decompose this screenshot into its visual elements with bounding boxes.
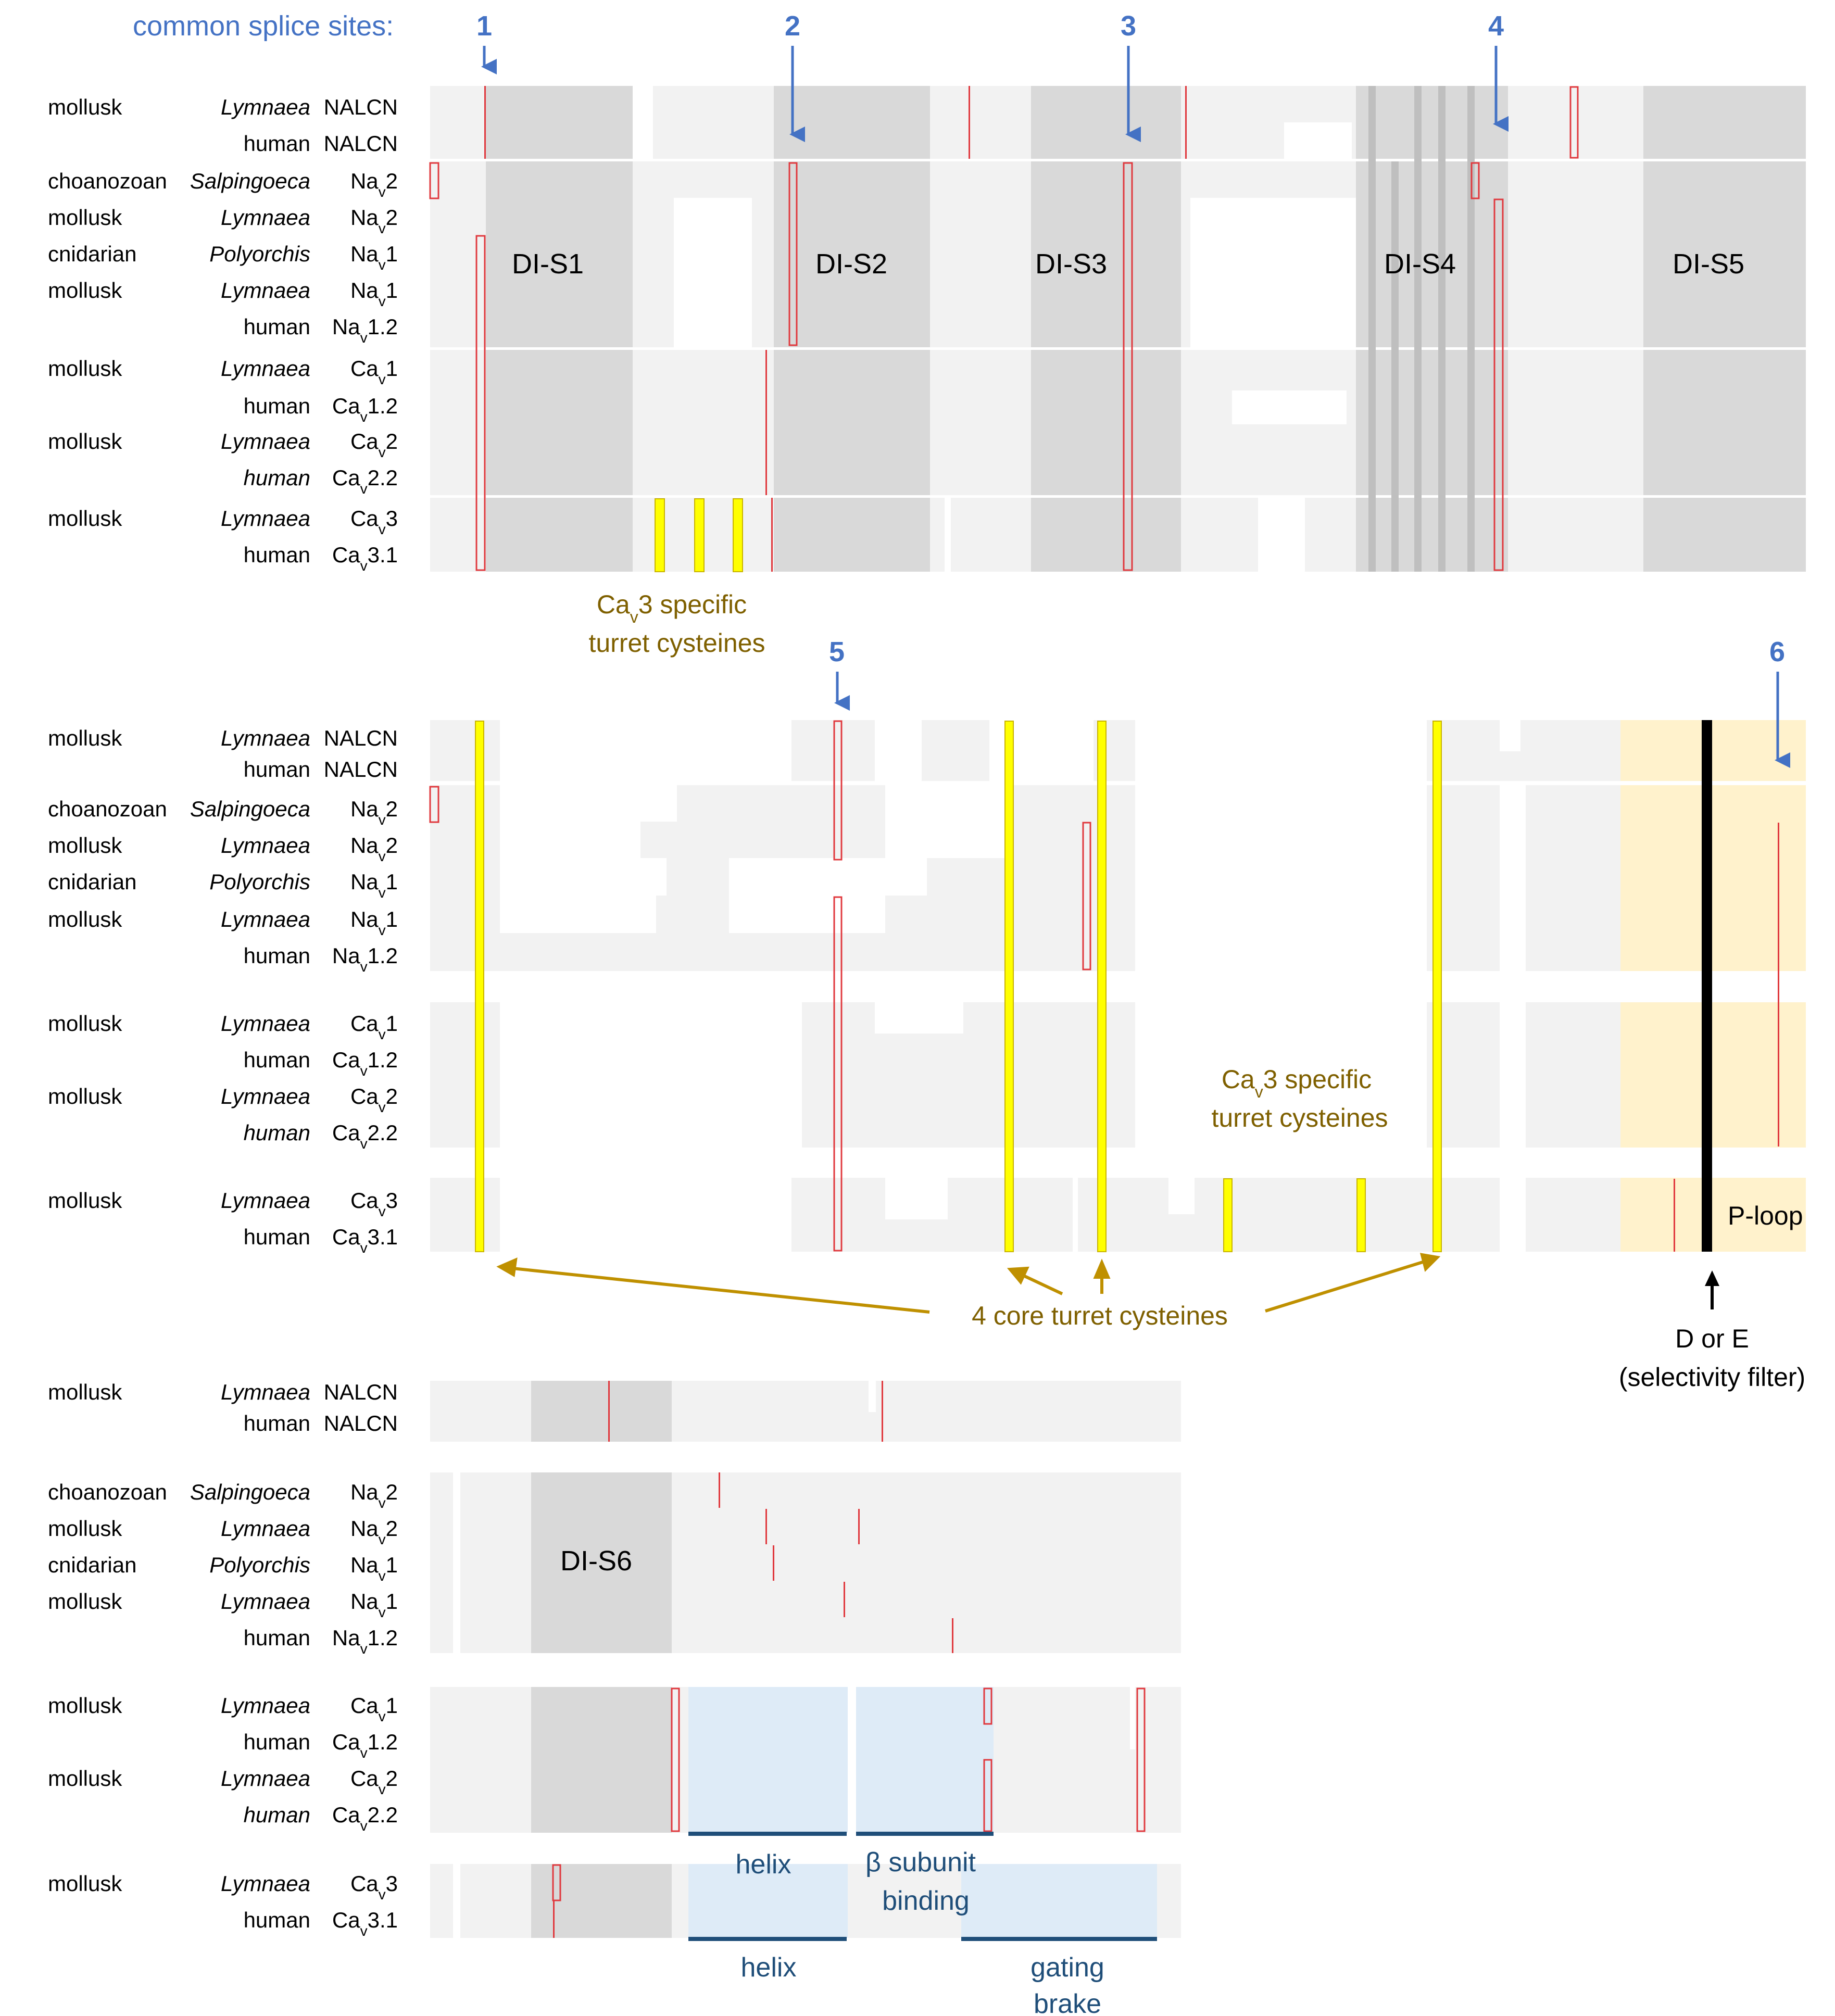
splice-site-number: 6 <box>1769 636 1786 667</box>
channel-name: $Na_v2$ <box>350 205 398 236</box>
species-name: Polyorchis <box>209 1553 310 1577</box>
segment-label: DI-S2 <box>815 248 888 280</box>
species-name: human <box>243 1048 310 1072</box>
alignment-row-label <box>244 131 398 156</box>
organism-group: mollusk <box>48 1589 122 1614</box>
segment-label: DI-S4 <box>1384 248 1456 280</box>
channel-name: $Ca_v3$ <box>350 1871 398 1902</box>
organism-group: choanozoan <box>48 1480 167 1504</box>
channel-name: $Na_v1.2$ <box>332 1626 398 1657</box>
alignment-row-label <box>48 1766 398 1797</box>
alignment-row-label <box>48 95 398 119</box>
species-name: Lymnaea <box>220 1188 310 1213</box>
beta-binding-label-line2: binding <box>882 1886 970 1916</box>
panel-3 <box>430 1381 1181 2016</box>
species-name: human <box>243 1626 310 1650</box>
species-name: human <box>243 1411 310 1435</box>
species-name: Lymnaea <box>220 1766 310 1791</box>
alignment-row-label <box>48 797 398 828</box>
alignment-row-label <box>48 1516 398 1547</box>
channel-name: $Ca_v2.2$ <box>332 1120 398 1152</box>
alignment-row-label <box>244 943 398 975</box>
organism-group: mollusk <box>48 95 122 119</box>
segment-label: DI-S5 <box>1673 248 1745 280</box>
species-name: Lymnaea <box>220 1380 310 1404</box>
channel-name: $Ca_v3$ <box>350 1188 398 1219</box>
selectivity-filter-pointer <box>1619 1270 1805 1392</box>
segment-label: DI-S3 <box>1035 248 1108 280</box>
alignment-row-label <box>48 506 398 537</box>
organism-group: mollusk <box>48 1871 122 1896</box>
alignment-row-label <box>48 1553 398 1584</box>
alignment-row-label <box>48 205 398 236</box>
organism-group: choanozoan <box>48 169 167 193</box>
species-name: Polyorchis <box>209 242 310 266</box>
channel-name: $Na_v1$ <box>350 907 398 938</box>
species-name: human <box>243 757 310 782</box>
alignment-row-label <box>244 1803 398 1834</box>
channel-name: $Ca_v1$ <box>350 1693 398 1724</box>
species-name: Lymnaea <box>220 1011 310 1036</box>
channel-name: $Na_v2$ <box>350 797 398 828</box>
organism-group: mollusk <box>48 726 122 750</box>
channel-name: $Na_v1$ <box>350 242 398 273</box>
species-name: human <box>243 1225 310 1249</box>
splice-site-number: 3 <box>1121 10 1137 42</box>
species-name: human <box>243 943 310 968</box>
organism-group: mollusk <box>48 1693 122 1718</box>
organism-group: mollusk <box>48 429 122 453</box>
organism-group: mollusk <box>48 1011 122 1036</box>
figure-header: common splice sites: <box>133 10 394 42</box>
channel-name: $Ca_v2$ <box>350 1766 398 1797</box>
channel-name: NALCN <box>323 726 398 750</box>
channel-name: $Ca_v2$ <box>350 429 398 460</box>
species-name: human <box>243 314 310 339</box>
species-name: Lymnaea <box>220 95 310 119</box>
species-name: Lymnaea <box>220 356 310 381</box>
alignment-row-label <box>48 356 398 387</box>
organism-group: mollusk <box>48 1516 122 1541</box>
panel-3-splice-marks <box>553 1381 1145 1938</box>
core-cysteines-label: 4 core turret cysteines <box>972 1301 1228 1330</box>
alignment-row-label <box>48 169 398 200</box>
splice-site-number: 2 <box>785 10 801 42</box>
alignment-row-label <box>244 543 398 574</box>
helix-label-cav3: helix <box>740 1952 797 1983</box>
alignment-row-label <box>48 1188 398 1219</box>
alignment-row-label <box>244 1908 398 1939</box>
species-name: Salpingoeca <box>190 797 310 821</box>
alignment-row-label <box>48 429 398 460</box>
channel-name: $Ca_v2.2$ <box>332 465 398 497</box>
species-name: Lymnaea <box>220 907 310 931</box>
panel-2 <box>430 636 1806 1392</box>
species-name: human <box>243 394 310 418</box>
channel-name: $Na_v2$ <box>350 1516 398 1547</box>
alignment-row-label <box>48 1871 398 1902</box>
channel-name: $Ca_v1.2$ <box>332 394 398 425</box>
species-name: Lymnaea <box>220 1516 310 1541</box>
species-name: Lymnaea <box>220 278 310 303</box>
channel-name: $Ca_v3$ <box>350 506 398 537</box>
alignment-row-label <box>48 1084 398 1115</box>
splice-site-number: 4 <box>1488 10 1504 42</box>
channel-name: $Na_v2$ <box>350 1480 398 1511</box>
channel-name: NALCN <box>323 95 398 119</box>
channel-name: NALCN <box>323 1411 398 1435</box>
channel-name: NALCN <box>323 131 398 156</box>
cav3-note-line2: turret cysteines <box>588 628 765 658</box>
channel-name: $Na_v2$ <box>350 833 398 864</box>
alignment-row-label <box>48 1011 398 1042</box>
alignment-row-label <box>48 242 398 273</box>
channel-name: NALCN <box>323 1380 398 1404</box>
organism-group: choanozoan <box>48 797 167 821</box>
panel-1-note <box>588 590 765 658</box>
organism-group: cnidarian <box>48 870 137 894</box>
species-name: Salpingoeca <box>190 169 310 193</box>
channel-name: $Na_v1$ <box>350 1589 398 1620</box>
helix-label-cav1-2: helix <box>735 1849 791 1880</box>
alignment-row-label <box>244 1411 398 1435</box>
alignment-row-label <box>244 1120 398 1152</box>
segment-label: DI-S6 <box>560 1545 633 1577</box>
alignment-row-label <box>48 278 398 309</box>
species-name: Lymnaea <box>220 506 310 531</box>
alignment-row-label <box>244 757 398 782</box>
organism-group: cnidarian <box>48 1553 137 1577</box>
alignment-row-label <box>48 726 398 750</box>
panel-2-bars <box>430 720 1806 1252</box>
channel-name: $Na_v1$ <box>350 870 398 901</box>
channel-name: $Na_v1.2$ <box>332 314 398 346</box>
channel-name: $Ca_v3.1$ <box>332 1908 398 1939</box>
species-name: human <box>243 1730 310 1754</box>
organism-group: mollusk <box>48 907 122 931</box>
species-name: Lymnaea <box>220 833 310 858</box>
channel-name: $Ca_v2$ <box>350 1084 398 1115</box>
organism-group: mollusk <box>48 833 122 858</box>
alignment-row-label <box>48 1380 398 1404</box>
organism-group: mollusk <box>48 1380 122 1404</box>
alignment-row-label <box>244 394 398 425</box>
channel-name: $Ca_v1$ <box>350 1011 398 1042</box>
species-name: Lymnaea <box>220 1084 310 1108</box>
species-name: Lymnaea <box>220 726 310 750</box>
species-name: Lymnaea <box>220 429 310 453</box>
alignment-row-label <box>244 1048 398 1079</box>
species-name: Lymnaea <box>220 205 310 230</box>
alignment-row-label <box>48 1693 398 1724</box>
channel-name: $Ca_v1.2$ <box>332 1730 398 1761</box>
channel-name: $Na_v2$ <box>350 169 398 200</box>
splice-site-number: 1 <box>476 10 493 42</box>
organism-group: mollusk <box>48 506 122 531</box>
filter-label-line1: D or E <box>1675 1324 1749 1353</box>
species-name: human <box>243 465 310 490</box>
cav3-note-line2: turret cysteines <box>1211 1103 1388 1132</box>
alignment-row-label <box>244 1730 398 1761</box>
p-loop-label: P-loop <box>1728 1201 1803 1230</box>
channel-name: $Na_v1$ <box>350 1553 398 1584</box>
organism-group: mollusk <box>48 1084 122 1108</box>
core-cysteine-arrows <box>500 1255 1437 1312</box>
species-name: human <box>243 1908 310 1932</box>
channel-name: $Ca_v1.2$ <box>332 1048 398 1079</box>
segment-label: DI-S1 <box>512 248 584 280</box>
channel-name: $Na_v1$ <box>350 278 398 309</box>
gating-brake-label-line1: gating <box>1030 1952 1104 1983</box>
beta-binding-label-line1: β subunit <box>865 1847 976 1878</box>
species-name: Salpingoeca <box>190 1480 310 1504</box>
alignment-row-label <box>48 1589 398 1620</box>
alignment-row-label <box>48 870 398 901</box>
filter-label-line2: (selectivity filter) <box>1618 1363 1806 1392</box>
alignment-row-label <box>244 465 398 497</box>
gating-brake-label-line2: brake <box>1033 1989 1102 2016</box>
species-name: human <box>243 543 310 567</box>
alignment-row-label <box>48 833 398 864</box>
organism-group: mollusk <box>48 1188 122 1213</box>
organism-group: mollusk <box>48 1766 122 1791</box>
species-name: Lymnaea <box>220 1693 310 1718</box>
species-name: human <box>243 1120 310 1145</box>
channel-name: $Ca_v3.1$ <box>332 543 398 574</box>
channel-name: $Na_v1.2$ <box>332 943 398 975</box>
alignment-row-label <box>244 1225 398 1256</box>
organism-group: mollusk <box>48 356 122 381</box>
organism-group: mollusk <box>48 205 122 230</box>
species-name: human <box>243 131 310 156</box>
panel-1 <box>430 10 1806 658</box>
panel-1-bars <box>430 86 1806 572</box>
channel-name: $Ca_v3.1$ <box>332 1225 398 1256</box>
species-name: Lymnaea <box>220 1871 310 1896</box>
species-name: Polyorchis <box>209 870 310 894</box>
alignment-row-label <box>48 1480 398 1511</box>
channel-name: NALCN <box>323 757 398 782</box>
organism-group: cnidarian <box>48 242 137 266</box>
row-labels <box>48 95 398 1939</box>
species-name: Lymnaea <box>220 1589 310 1614</box>
splice-site-number: 5 <box>829 636 845 667</box>
species-name: human <box>243 1803 310 1827</box>
alignment-row-label <box>244 314 398 346</box>
panel-3-bars <box>430 1381 1181 1938</box>
organism-group: mollusk <box>48 278 122 303</box>
cav3-note-line1: $Ca_v3$ specific <box>1221 1065 1372 1101</box>
alignment-row-label <box>48 907 398 938</box>
channel-name: $Ca_v1$ <box>350 356 398 387</box>
alignment-row-label <box>244 1626 398 1657</box>
channel-name: $Ca_v2.2$ <box>332 1803 398 1834</box>
cav3-note-line1: $Ca_v3$ specific <box>596 590 747 626</box>
